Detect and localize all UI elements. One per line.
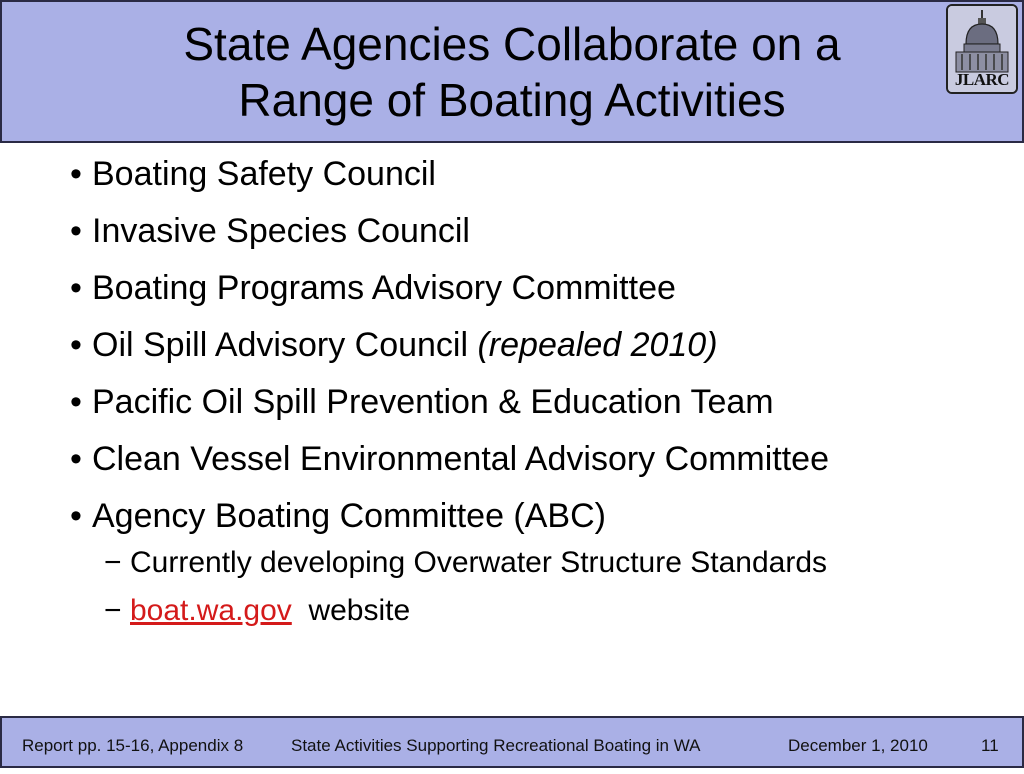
bullet-item <box>70 496 1010 545</box>
bullet-symbol: • <box>70 326 82 364</box>
bullet-item <box>70 211 1010 268</box>
sub-bullet-item <box>70 545 1010 593</box>
slide-title-line-1: State Agencies Collaborate on a <box>183 18 841 70</box>
dash-symbol: − <box>104 594 122 627</box>
footer-bar <box>0 716 1024 768</box>
bullet-item <box>70 325 1010 382</box>
bullet-item <box>70 154 1010 211</box>
logo-text: JLARC <box>954 70 1010 89</box>
jlarc-logo <box>946 4 1018 94</box>
bullet-text: Boating Safety Council <box>92 155 436 193</box>
bullet-item <box>70 439 1010 496</box>
bullet-symbol: • <box>70 212 82 250</box>
footer-report-ref: Report pp. 15-16, Appendix 8 <box>22 736 244 755</box>
footer-page-number: 11 <box>981 736 999 755</box>
slide-title <box>0 16 1024 128</box>
footer-date: December 1, 2010 <box>788 736 928 755</box>
dash-symbol: − <box>104 546 122 579</box>
bullet-item <box>70 268 1010 325</box>
bullet-text: Boating Programs Advisory Committee <box>92 269 676 307</box>
sub-bullet-item <box>70 593 1010 641</box>
sub-bullet-text: Currently developing Overwater Structure Standards <box>130 546 828 579</box>
boat-website-link[interactable]: boat.wa.gov <box>130 594 292 627</box>
bullet-text: Oil Spill Advisory Council <box>92 326 469 364</box>
footer-report-title: State Activities Supporting Recreational Boating in WA <box>291 736 701 755</box>
bullet-symbol: • <box>70 383 82 421</box>
bullet-text: Agency Boating Committee (ABC) <box>92 497 606 535</box>
bullet-symbol: • <box>70 440 82 478</box>
bullet-list <box>70 154 1010 641</box>
sub-bullet-text: website <box>308 594 411 627</box>
bullet-symbol: • <box>70 155 82 193</box>
repealed-note: (repealed 2010) <box>477 326 718 364</box>
slide-title-line-2: Range of Boating Activities <box>238 74 786 126</box>
bullet-symbol: • <box>70 497 82 535</box>
bullet-item <box>70 382 1010 439</box>
bullet-text: Pacific Oil Spill Prevention & Education Team <box>92 383 774 421</box>
bullet-text: Clean Vessel Environmental Advisory Committee <box>92 440 829 478</box>
bullet-symbol: • <box>70 269 82 307</box>
bullet-text: Invasive Species Council <box>92 212 470 250</box>
